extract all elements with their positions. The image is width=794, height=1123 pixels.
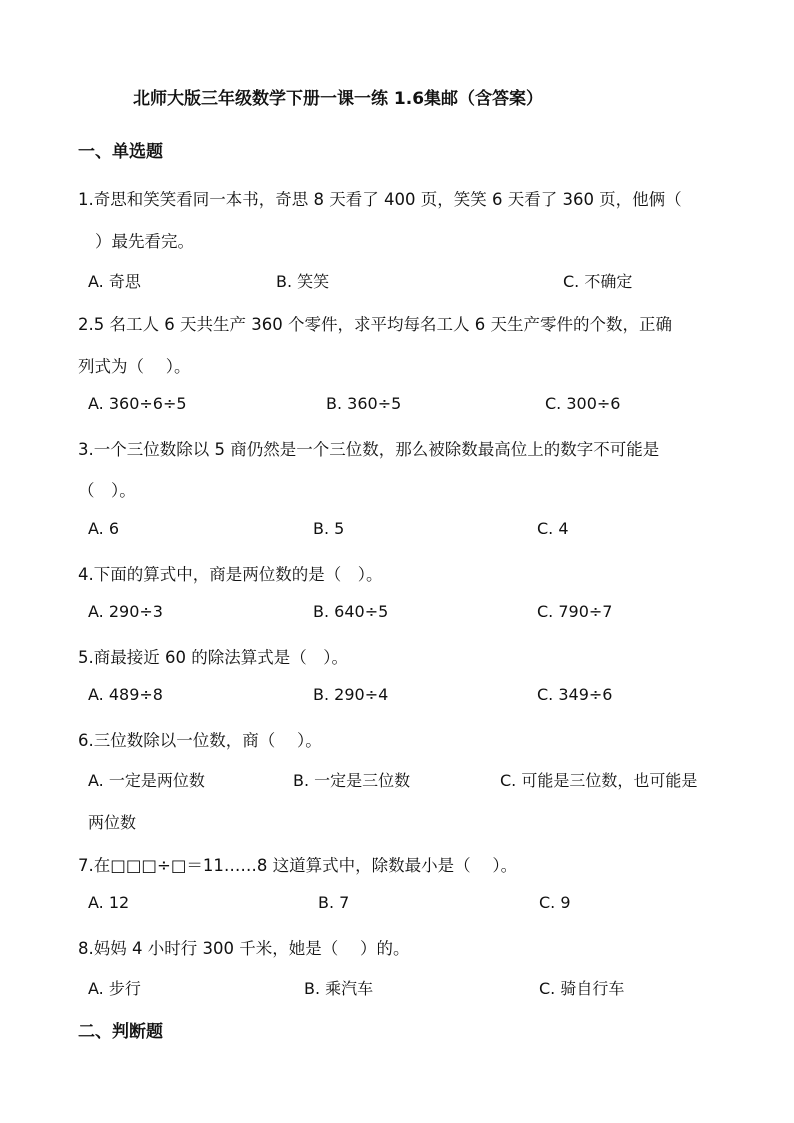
question-1-option-b: B. 笑笑	[276, 272, 330, 291]
question-1-stem: 1.奇思和笑笑看同一本书，奇思 8 天看了 400 页，笑笑 6 天看了 360 页，他俩（	[78, 190, 682, 209]
question-3-stem: 3.一个三位数除以 5 商仍然是一个三位数，那么被除数最高位上的数字不可能是	[78, 440, 660, 459]
question-3-option-a: A. 6	[88, 519, 120, 538]
question-8-option-b: B. 乘汽车	[304, 979, 374, 998]
question-4-stem: 4.下面的算式中，商是两位数的是（ ）。	[78, 565, 383, 584]
question-1-option-a: A. 奇思	[88, 272, 141, 291]
question-6-option-c-cont: 两位数	[88, 813, 137, 832]
question-3-stem-cont: （ ）。	[78, 481, 136, 500]
question-4-option-b: B. 640÷5	[313, 602, 389, 621]
question-6-option-b: B. 一定是三位数	[293, 771, 411, 790]
question-6-option-c: C. 可能是三位数，也可能是	[500, 771, 698, 790]
question-8-option-a: A. 步行	[88, 979, 141, 998]
question-6-stem: 6.三位数除以一位数，商（ ）。	[78, 731, 322, 750]
question-8-option-c: C. 骑自行车	[539, 979, 625, 998]
question-1-option-c: C. 不确定	[563, 272, 633, 291]
question-1-stem-cont: ）最先看完。	[95, 232, 194, 251]
question-4-option-c: C. 790÷7	[537, 602, 613, 621]
question-2-option-a: A. 360÷6÷5	[88, 394, 187, 413]
question-2-stem-cont: 列式为（ ）。	[78, 357, 191, 376]
question-3-option-b: B. 5	[313, 519, 345, 538]
question-7-option-c: C. 9	[539, 893, 571, 912]
question-2-option-c: C. 300÷6	[545, 394, 621, 413]
question-3-option-c: C. 4	[537, 519, 569, 538]
question-5-option-a: A. 489÷8	[88, 685, 163, 704]
question-8-stem: 8.妈妈 4 小时行 300 千米，她是（ ）的。	[78, 939, 410, 958]
question-7-option-b: B. 7	[318, 893, 350, 912]
question-5-option-c: C. 349÷6	[537, 685, 613, 704]
section-heading-single-choice: 一、单选题	[78, 142, 163, 162]
question-2-stem: 2.5 名工人 6 天共生产 360 个零件，求平均每名工人 6 天生产零件的个数，正确	[78, 315, 672, 334]
question-5-option-b: B. 290÷4	[313, 685, 389, 704]
question-7-option-a: A. 12	[88, 893, 130, 912]
question-6-option-a: A. 一定是两位数	[88, 771, 205, 790]
question-2-option-b: B. 360÷5	[326, 394, 402, 413]
section-heading-true-false: 二、判断题	[78, 1022, 163, 1042]
document-title: 北师大版三年级数学下册一课一练 1.6集邮（含答案）	[133, 89, 544, 109]
question-5-stem: 5.商最接近 60 的除法算式是（ ）。	[78, 648, 348, 667]
question-4-option-a: A. 290÷3	[88, 602, 163, 621]
question-7-stem: 7.在□□□÷□＝11……8 这道算式中，除数最小是（ ）。	[78, 856, 518, 875]
